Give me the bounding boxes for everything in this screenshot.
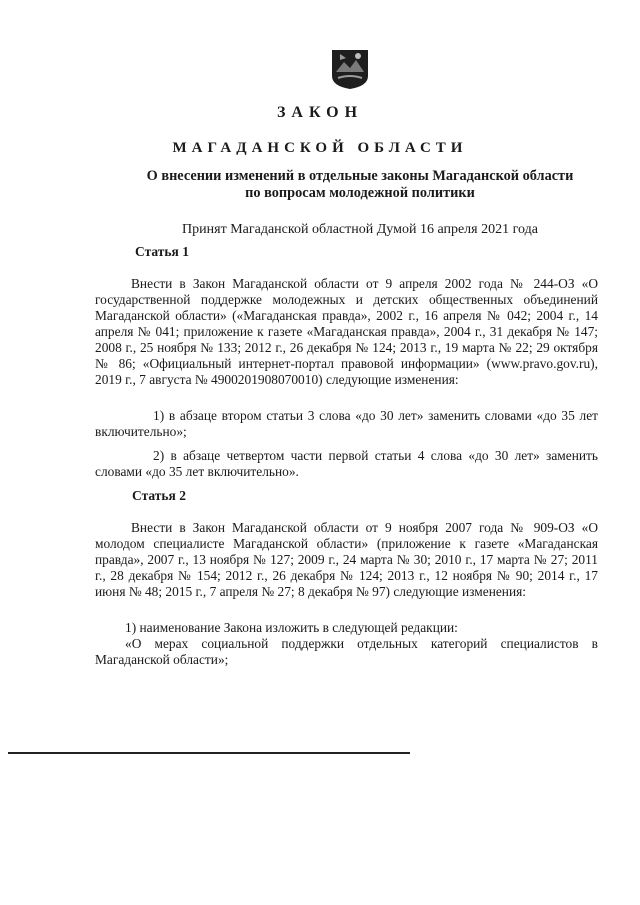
footnote-divider [8,752,410,754]
heading-line-2: по вопросам молодежной политики [245,185,475,201]
article-2-item-1: 1) наименование Закона изложить в следующей редакции: [125,620,458,635]
article-2-intro: Внести в Закон Магаданской области от 9 ноября 2007 года № 909-ОЗ «О молодом специалисте Магаданской области» (приложение к газете «Магаданская правда», 2007 г., 13 ноября № 127; 2009 г., 24 марта № 30; 2010 г., 17 марта № 27; 2011 г., 28 декабря № 154; 2012 г., 26 декабря № 124; 2013 г., 12 ноября № 90; 2014 г., 17 июня № 48; 2015 г., 7 апреля № 27; 8 декабря № 97) следующие изменения: [95,520,598,599]
adoption-note: Принят Магаданской областной Думой 16 апреля 2021 года [182,222,538,237]
region-title: МАГАДАНСКОЙ ОБЛАСТИ [172,140,468,156]
article-1-item-1: 1) в абзаце втором статьи 3 слова «до 30 лет» заменить словами «до 35 лет включительно»; [95,408,598,439]
article-2-title: Статья 2 [132,488,186,503]
article-1-intro: Внести в Закон Магаданской области от 9 апреля 2002 года № 244-ОЗ «О государственной поддержке молодежных и детских общественных объединений Магаданской области» («Магаданская правда», 2002 г., 16 апреля № 042; 2004 г., 14 апреля № 041; приложение к газете «Магаданская правда», 2004 г., 31 декабря № 147; 2008 г., 25 ноября № 133; 2012 г., 26 декабря № 124; 2013 г., 19 марта № 22; 29 октября № 86; «Официальный интернет-портал правовой информации» (www.pravo.gov.ru), 2019 г., 7 августа № 4900201908070010) следующие изменения: [95,276,598,387]
document-heading [100,168,620,202]
article-1-item-2: 2) в абзаце четвертом части первой статьи 4 слова «до 30 лет» заменить словами «до 35 лет включительно». [95,448,598,479]
law-title: ЗАКОН [276,104,364,121]
article-1-title: Статья 1 [135,244,189,259]
heading-line-1: О внесении изменений в отдельные законы Магаданской области [146,168,574,184]
coat-of-arms-icon [330,48,370,90]
article-2-item-1-quote: «О мерах социальной поддержки отдельных категорий специалистов в Магаданской области»; [95,636,598,667]
